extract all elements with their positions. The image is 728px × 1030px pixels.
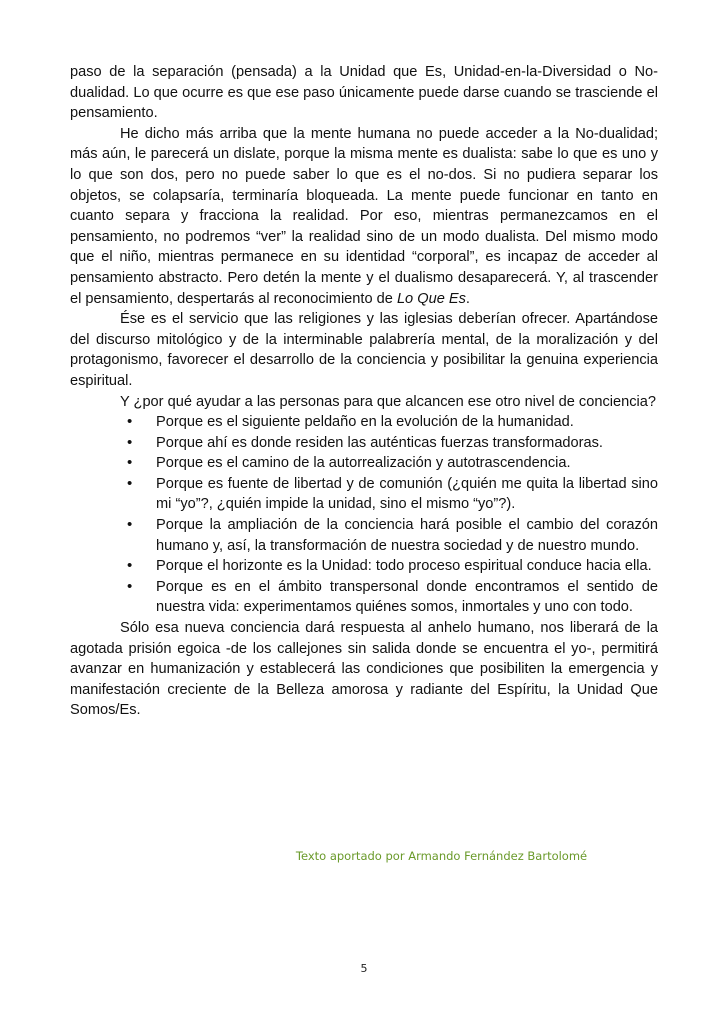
bullet-icon: • [127, 454, 133, 472]
list-item-text: Porque el horizonte es la Unidad: todo proceso espiritual conduce hacia ella. [156, 558, 652, 575]
page-number: 5 [360, 962, 368, 975]
paragraph-2-text: He dicho más arriba que la mente humana no puede acceder a la No-dualidad; más aún, le parecerá un dislate, porque la misma mente es dualista: sabe lo que es uno y lo que son dos, pero no puede saber lo que es el no-dos. Si no pudiera separar los objetos, se colapsaría, terminaría bloqueada. La mente puede funcionar en tanto en cuanto separa y fracciona la realidad. Por eso, mientras permanezcamos en el pensamiento, no podremos “ver” la realidad sino de un modo dualista. Del mismo modo que el niño, mientras permanece en su identidad “corporal”, es incapaz de acceder al pensamiento abstracto. Pero detén la mente y el dualismo desaparecerá. Y, al trascender el pensamiento, despertarás al reconocimiento de [70, 125, 658, 307]
list-item [70, 412, 658, 433]
bullet-icon: • [127, 433, 133, 451]
paragraph-1: paso de la separación (pensada) a la Unidad que Es, Unidad-en-la-Diversidad o No-dualidad. Lo que ocurre es que ese paso únicamente puede darse cuando se trasciende el pensamiento. [70, 64, 658, 122]
list-item [70, 515, 658, 556]
list-item-text: Porque es en el ámbito transpersonal donde encontramos el sentido de nuestra vida: experimentamos quiénes somos, inmortales y uno con todo. [156, 578, 658, 616]
list-item-text: Porque es fuente de libertad y de comunión (¿quién me quita la libertad sino mi “yo”?, ¿quién impide la unidad, sino el mismo “yo”?). [156, 475, 658, 513]
paragraph-2-end: . [465, 290, 470, 307]
list-item-text: Porque ahí es donde residen las auténticas fuerzas transformadoras. [156, 434, 603, 451]
paragraph-3: Ése es el servicio que las religiones y las iglesias deberían ofrecer. Apartándose del discurso mitológico y de la interminable palabrería mental, de la moralización y del protagonismo, favorecer el desarrollo de la conciencia y posibilitar la genuina experiencia espiritual. [70, 311, 658, 389]
paragraph-5: Sólo esa nueva conciencia dará respuesta al anhelo humano, nos liberará de la agotada prisión egoica -de los callejones sin salida donde se encuentra el yo-, permitirá avanzar en humanización y establecerá las condiciones que posibiliten la emergencia y manifestación creciente de la Belleza amorosa y radiante del Espíritu, la Unidad Que Somos/Es. [70, 620, 658, 719]
bullet-icon: • [127, 413, 133, 431]
paragraph-4: Y ¿por qué ayudar a las personas para que alcancen ese otro nivel de conciencia? [120, 393, 656, 410]
list-item-text: Porque es el camino de la autorrealización y autotrascendencia. [156, 455, 571, 472]
list-item [70, 453, 658, 474]
paragraph-2-emphasis: Lo Que Es [396, 290, 466, 307]
list-item-text: Porque la ampliación de la conciencia hará posible el cambio del corazón humano y, así, la transformación de nuestra sociedad y de nuestro mundo. [156, 517, 658, 554]
bullet-icon: • [127, 557, 133, 575]
bullet-icon: • [127, 577, 133, 595]
list-item [70, 474, 658, 515]
paragraph-2 [70, 124, 658, 309]
reasons-list [70, 412, 658, 618]
bullet-icon: • [127, 516, 133, 534]
bullet-icon: • [127, 474, 133, 492]
list-item [70, 433, 658, 454]
list-item-text: Porque es el siguiente peldaño en la evolución de la humanidad. [156, 414, 574, 431]
author-credit: Texto aportado por Armando Fernández Bartolomé [295, 849, 588, 863]
list-item [70, 556, 658, 577]
document-body [70, 62, 658, 721]
list-item [70, 577, 658, 618]
